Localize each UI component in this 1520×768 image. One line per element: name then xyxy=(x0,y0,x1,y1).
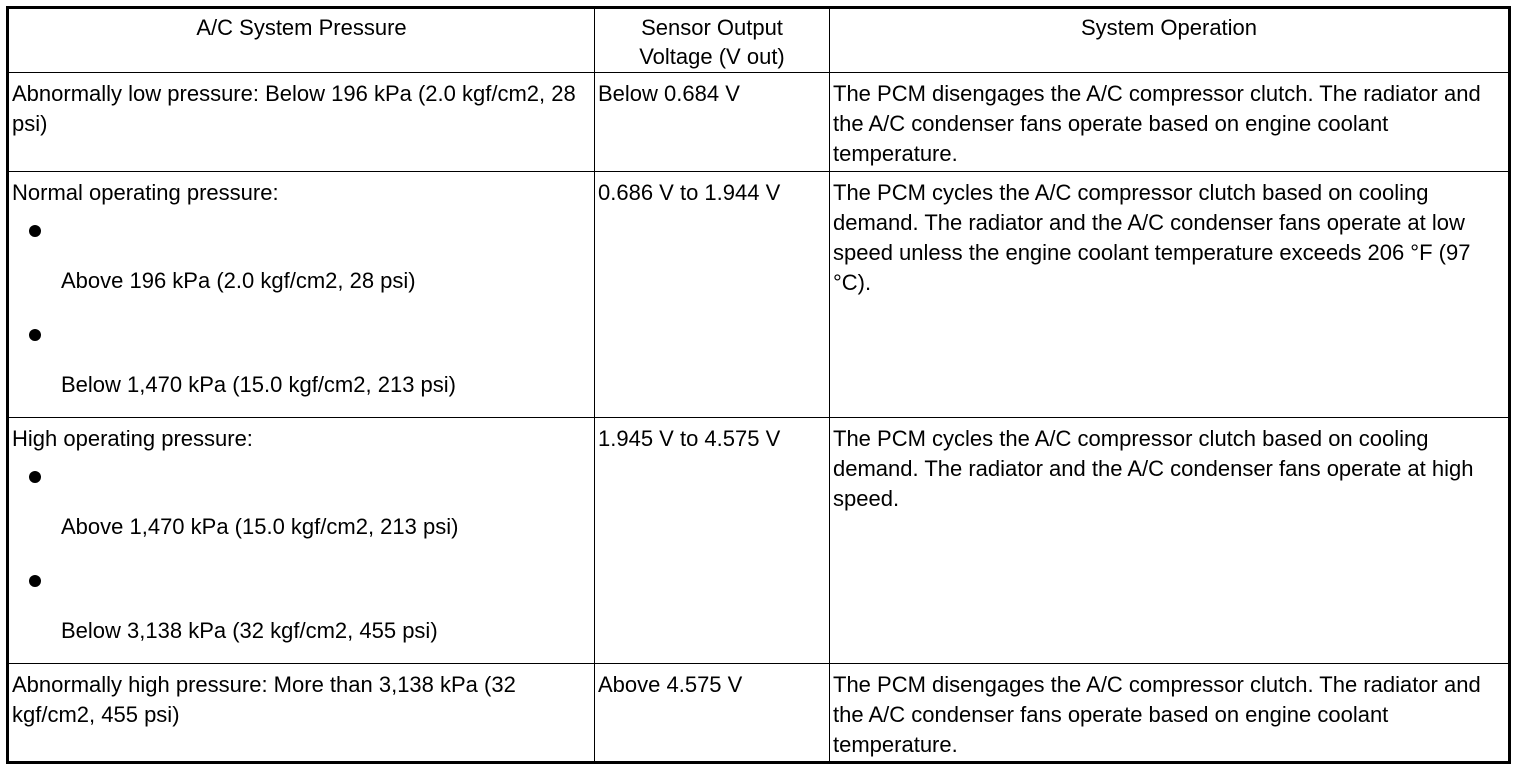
voltage-cell xyxy=(595,664,830,763)
operation-text: The PCM disengages the A/C compressor clutch. The radiator and the A/C condenser fans operate based on engine coolant temperature. xyxy=(833,81,1481,166)
header-voltage-line2: Voltage (V out) xyxy=(639,44,785,69)
bullet-text: Below 3,138 kPa (32 kgf/cm2, 455 psi) xyxy=(61,618,438,643)
bullet-icon xyxy=(29,329,41,341)
list-item xyxy=(12,312,591,416)
pressure-text: High operating pressure: xyxy=(12,426,253,451)
voltage-text: Above 4.575 V xyxy=(598,672,743,697)
list-item xyxy=(12,558,591,662)
list-item xyxy=(12,454,591,558)
bullet-icon xyxy=(29,575,41,587)
pressure-cell xyxy=(8,73,595,172)
voltage-cell xyxy=(595,172,830,418)
header-operation-label: System Operation xyxy=(1080,15,1258,40)
voltage-text: 1.945 V to 4.575 V xyxy=(598,426,781,451)
bullet-text: Above 1,470 kPa (15.0 kgf/cm2, 213 psi) xyxy=(61,514,459,539)
table-header-row xyxy=(8,8,1510,73)
bullet-text: Below 1,470 kPa (15.0 kgf/cm2, 213 psi) xyxy=(61,372,456,397)
voltage-text: 0.686 V to 1.944 V xyxy=(598,180,781,205)
table-row xyxy=(8,172,1510,418)
bullet-icon xyxy=(29,225,41,237)
pressure-text: Abnormally low pressure: Below 196 kPa (2.0 kgf/cm2, 28 psi) xyxy=(12,81,576,136)
operation-text: The PCM disengages the A/C compressor clutch. The radiator and the A/C condenser fans operate based on engine coolant temperature. xyxy=(833,672,1481,757)
operation-cell xyxy=(830,418,1510,664)
operation-text: The PCM cycles the A/C compressor clutch based on cooling demand. The radiator and the A/C condenser fans operate at high speed. xyxy=(833,426,1474,511)
header-operation xyxy=(830,8,1510,73)
bullet-icon xyxy=(29,471,41,483)
header-pressure xyxy=(8,8,595,73)
header-voltage xyxy=(595,8,830,73)
pressure-text: Abnormally high pressure: More than 3,138 kPa (32 kgf/cm2, 455 psi) xyxy=(12,672,516,727)
table-row xyxy=(8,73,1510,172)
list-item xyxy=(12,208,591,312)
table-row xyxy=(8,418,1510,664)
voltage-text: Below 0.684 V xyxy=(598,81,740,106)
operation-cell xyxy=(830,73,1510,172)
header-pressure-label: A/C System Pressure xyxy=(196,15,407,40)
pressure-cell xyxy=(8,664,595,763)
voltage-cell xyxy=(595,73,830,172)
operation-text: The PCM cycles the A/C compressor clutch based on cooling demand. The radiator and the A/C condenser fans operate at low speed unless the engine coolant temperature exceeds 206 °F (97 °C). xyxy=(833,180,1471,295)
operation-cell xyxy=(830,664,1510,763)
pressure-text: Normal operating pressure: xyxy=(12,180,279,205)
header-voltage-line1: Sensor Output xyxy=(641,15,783,40)
operation-cell xyxy=(830,172,1510,418)
pressure-cell xyxy=(8,172,595,418)
voltage-cell xyxy=(595,418,830,664)
table-row xyxy=(8,664,1510,763)
bullet-text: Above 196 kPa (2.0 kgf/cm2, 28 psi) xyxy=(61,268,416,293)
pressure-sensor-table xyxy=(6,6,1511,764)
pressure-cell xyxy=(8,418,595,664)
